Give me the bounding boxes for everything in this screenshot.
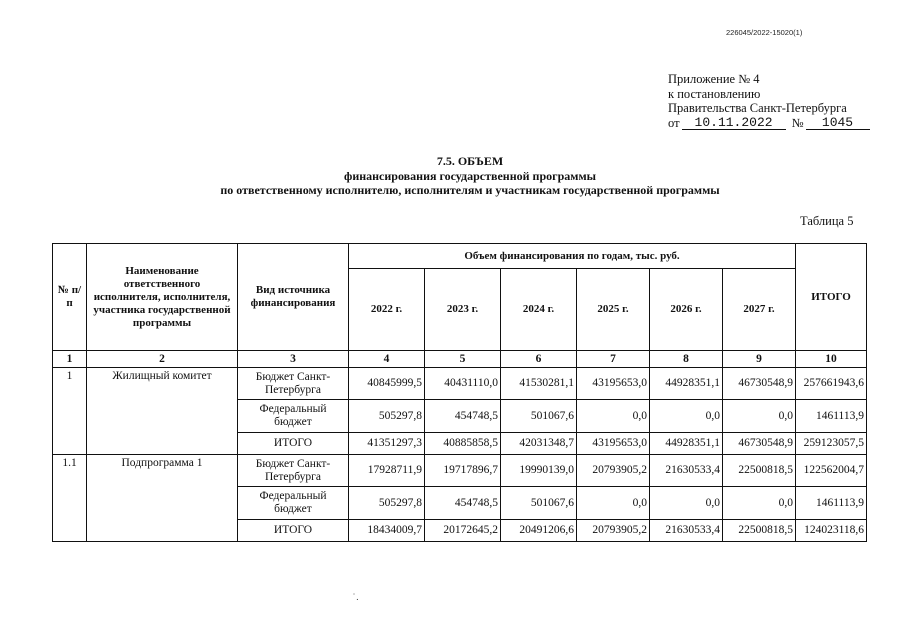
appendix-line-1: Приложение № 4 — [668, 72, 760, 86]
year-value: 42031348,7 — [501, 433, 577, 455]
column-number: 7 — [577, 351, 650, 368]
column-number-row — [53, 351, 867, 368]
year-value: 21630533,4 — [650, 455, 723, 487]
financing-source: ИТОГО — [238, 433, 349, 455]
appendix-line-3: Правительства Санкт-Петербурга — [668, 101, 847, 115]
column-number: 3 — [238, 351, 349, 368]
header-num: № п/п — [53, 244, 87, 351]
table-label: Таблица 5 — [800, 214, 854, 228]
year-value: 0,0 — [577, 400, 650, 433]
header-total: ИТОГО — [796, 244, 867, 351]
year-value: 0,0 — [650, 487, 723, 520]
scan-mark: ̇ . — [354, 592, 359, 602]
year-value: 46730548,9 — [723, 368, 796, 400]
year-value: 0,0 — [723, 487, 796, 520]
column-number: 9 — [723, 351, 796, 368]
row-total-value: 1461113,9 — [796, 487, 867, 520]
row-number: 1 — [53, 368, 87, 455]
year-value: 40845999,5 — [349, 368, 425, 400]
year-value: 0,0 — [650, 400, 723, 433]
year-value: 19990139,0 — [501, 455, 577, 487]
document-title — [180, 154, 760, 198]
year-value: 505297,8 — [349, 400, 425, 433]
row-total-value: 257661943,6 — [796, 368, 867, 400]
column-number: 1 — [53, 351, 87, 368]
year-value: 44928351,1 — [650, 433, 723, 455]
year-value: 46730548,9 — [723, 433, 796, 455]
document-id: 226045/2022-15020(1) — [726, 28, 803, 37]
row-total-value: 124023118,6 — [796, 520, 867, 542]
column-number: 8 — [650, 351, 723, 368]
appendix-block — [668, 72, 870, 130]
table-row — [53, 368, 867, 400]
year-value: 20793905,2 — [577, 455, 650, 487]
header-year: 2025 г. — [577, 269, 650, 351]
financing-source: Федеральный бюджет — [238, 487, 349, 520]
row-total-value: 122562004,7 — [796, 455, 867, 487]
financing-table — [52, 243, 867, 542]
header-year: 2024 г. — [501, 269, 577, 351]
header-year: 2027 г. — [723, 269, 796, 351]
table-row — [53, 455, 867, 487]
year-value: 41351297,3 — [349, 433, 425, 455]
year-value: 501067,6 — [501, 400, 577, 433]
financing-source: ИТОГО — [238, 520, 349, 542]
row-number: 1.1 — [53, 455, 87, 542]
header-year: 2023 г. — [425, 269, 501, 351]
year-value: 505297,8 — [349, 487, 425, 520]
year-value: 18434009,7 — [349, 520, 425, 542]
year-value: 20172645,2 — [425, 520, 501, 542]
title-line-1: 7.5. ОБЪЕМ — [436, 154, 504, 168]
year-value: 22500818,5 — [723, 455, 796, 487]
year-value: 41530281,1 — [501, 368, 577, 400]
number-label: № — [791, 115, 804, 130]
decree-number: 1045 — [806, 116, 870, 130]
title-line-3: по ответственному исполнителю, исполнителям и участникам государственной программы — [220, 183, 720, 197]
year-value: 20491206,6 — [501, 520, 577, 542]
financing-source: Бюджет Санкт-Петербурга — [238, 455, 349, 487]
year-value: 19717896,7 — [425, 455, 501, 487]
year-value: 44928351,1 — [650, 368, 723, 400]
year-value: 0,0 — [723, 400, 796, 433]
column-number: 4 — [349, 351, 425, 368]
year-value: 454748,5 — [425, 400, 501, 433]
year-value: 20793905,2 — [577, 520, 650, 542]
financing-source: Федеральный бюджет — [238, 400, 349, 433]
executor-name: Подпрограмма 1 — [87, 455, 238, 542]
column-number: 6 — [501, 351, 577, 368]
column-number: 10 — [796, 351, 867, 368]
decree-date: 10.11.2022 — [682, 116, 786, 130]
column-number: 5 — [425, 351, 501, 368]
year-value: 454748,5 — [425, 487, 501, 520]
year-value: 43195653,0 — [577, 368, 650, 400]
title-line-2: финансирования государственной программы — [344, 168, 596, 183]
from-label: от — [668, 115, 680, 130]
header-year: 2022 г. — [349, 269, 425, 351]
executor-name: Жилищный комитет — [87, 368, 238, 455]
header-volume: Объем финансирования по годам, тыс. руб. — [349, 244, 796, 269]
appendix-line-2: к постановлению — [668, 86, 761, 101]
year-value: 17928711,9 — [349, 455, 425, 487]
row-total-value: 259123057,5 — [796, 433, 867, 455]
header-source: Вид источника финансирования — [238, 244, 349, 351]
appendix-signature-line — [668, 116, 870, 131]
financing-source: Бюджет Санкт-Петербурга — [238, 368, 349, 400]
row-total-value: 1461113,9 — [796, 400, 867, 433]
year-value: 40885858,5 — [425, 433, 501, 455]
header-name: Наименование ответственного исполнителя, исполнителя, участника государственной программы — [87, 244, 238, 351]
year-value: 43195653,0 — [577, 433, 650, 455]
year-value: 40431110,0 — [425, 368, 501, 400]
year-value: 0,0 — [577, 487, 650, 520]
column-number: 2 — [87, 351, 238, 368]
year-value: 501067,6 — [501, 487, 577, 520]
year-value: 21630533,4 — [650, 520, 723, 542]
header-year: 2026 г. — [650, 269, 723, 351]
year-value: 22500818,5 — [723, 520, 796, 542]
